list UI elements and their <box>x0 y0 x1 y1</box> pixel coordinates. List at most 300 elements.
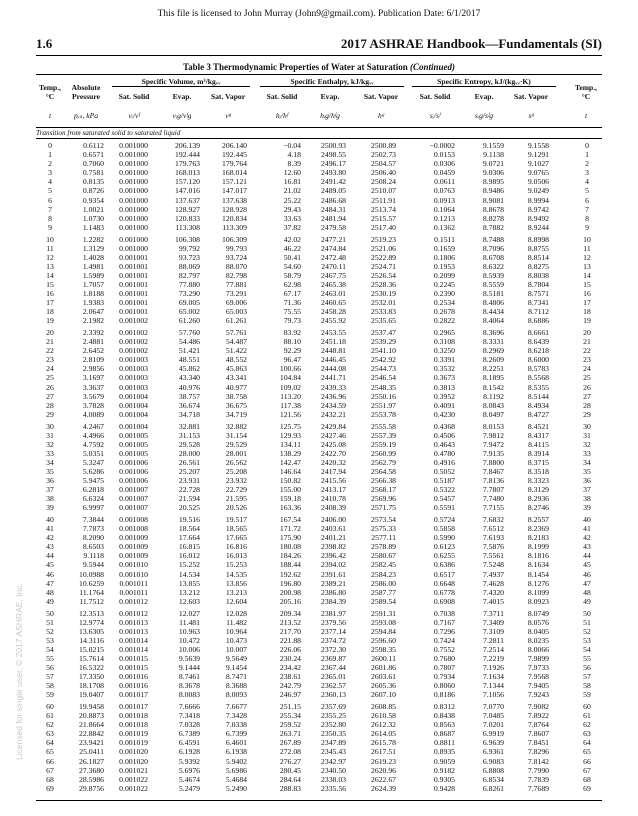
table-cell: 8.6708 <box>482 252 504 262</box>
table-cell: 168.013 <box>175 168 200 178</box>
table-cell: 7.7689 <box>527 783 549 793</box>
table-cell: 2578.89 <box>371 542 396 552</box>
table-cell: 2573.54 <box>371 515 396 524</box>
table-cell: 43.340 <box>178 373 200 383</box>
table-title-text: Table 3 Thermodynamic Properties of Water at Saturation <box>182 62 408 72</box>
table-cell: 5.6976 <box>178 765 200 775</box>
table-cell: 2555.58 <box>371 421 396 431</box>
table-cell: 49 <box>583 596 591 606</box>
table-cell: 7.2219 <box>482 653 504 663</box>
table-cell: 2413.17 <box>321 485 346 495</box>
table-cell: 128.927 <box>175 204 200 214</box>
table-cell: 65.002 <box>178 307 200 317</box>
table-cell: 8.6661 <box>527 328 549 337</box>
table-cell: 8.0066 <box>527 644 549 654</box>
table-cell: 6.4601 <box>225 738 247 748</box>
table-cell: 36 <box>46 476 54 486</box>
table-cell: 7.9135 <box>482 448 504 458</box>
table-row <box>36 364 602 373</box>
table-cell: 3.5679 <box>82 391 104 401</box>
table-cell: 8.2251 <box>482 364 504 374</box>
table-cell: 0.001011 <box>119 587 148 597</box>
table-cell: 0.001003 <box>119 364 148 374</box>
table-cell: 65 <box>46 747 54 757</box>
table-cell: 175.90 <box>279 533 301 543</box>
table-cell: 8.9994 <box>527 195 549 205</box>
table-cell: 35 <box>46 466 54 476</box>
table-cell: 11.482 <box>226 617 247 627</box>
table-row <box>36 196 602 205</box>
col-vol-solid-sym: vᵢ/vᶠ <box>128 111 140 120</box>
table-cell: 48.552 <box>225 355 247 365</box>
table-row <box>36 711 602 720</box>
table-row <box>36 560 602 569</box>
table-cell: 15.0215 <box>79 644 104 654</box>
table-cell: 10.006 <box>178 644 200 654</box>
table-cell: 0.001006 <box>119 476 148 486</box>
table-cell: 7.4015 <box>482 596 504 606</box>
table-cell: 5.4674 <box>178 774 200 784</box>
table-cell: 0.5724 <box>433 515 455 524</box>
table-row <box>36 654 602 663</box>
table-cell: 25.0411 <box>79 747 104 757</box>
table-cell: 0.0763 <box>433 186 455 196</box>
table-cell: 48 <box>583 587 591 597</box>
table-cell: 2420.32 <box>321 457 346 467</box>
table-cell: 6.1938 <box>225 747 247 757</box>
table-cell: 0.7424 <box>433 635 455 645</box>
table-cell: 8.8755 <box>527 243 549 253</box>
table-cell: 57.760 <box>178 328 200 337</box>
table-cell: 33 <box>46 448 54 458</box>
table-cell: 2377.14 <box>321 626 346 636</box>
table-cell: 113.309 <box>222 222 247 232</box>
table-row <box>36 570 602 579</box>
table-cell: 61 <box>46 711 54 721</box>
table-row <box>36 681 602 690</box>
col-temp-right-unit: °C <box>581 92 591 101</box>
col-enth-vapor-sym: hᵍ <box>378 111 384 120</box>
table-cell: 0.0459 <box>433 168 455 178</box>
table-cell: 2.9856 <box>82 364 104 374</box>
table-cell: 42.02 <box>283 234 301 244</box>
table-cell: 7.9812 <box>482 430 504 440</box>
table-cell: 0.8438 <box>433 711 455 721</box>
table-cell: 1.9383 <box>82 298 104 308</box>
table-cell: 2391.61 <box>321 569 346 579</box>
table-cell: 43 <box>583 542 591 552</box>
table-cell: 157.121 <box>222 177 247 187</box>
table-cell: 0.001020 <box>119 747 148 757</box>
table-cell: 120.834 <box>222 213 247 223</box>
table-cell: 79.73 <box>283 316 301 326</box>
row-group <box>36 235 602 326</box>
table-cell: 0.0153 <box>433 150 455 160</box>
table-cell: 0.5591 <box>433 503 455 513</box>
table-cell: 0.001009 <box>119 542 148 552</box>
table-cell: 8.0235 <box>527 635 549 645</box>
license-banner: This file is licensed to John Murray (John9@gmail.com). Publication Date: 6/1/2017 <box>157 9 481 19</box>
table-cell: 2477.21 <box>321 234 346 244</box>
table-cell: 0.3108 <box>433 337 455 347</box>
table-cell: 106.308 <box>175 234 200 244</box>
table-cell: 2553.78 <box>371 409 396 419</box>
table-row <box>36 636 602 645</box>
table-cell: 0.001019 <box>119 729 148 739</box>
table-cell: 62 <box>583 720 591 730</box>
table-cell: 15.252 <box>178 560 200 570</box>
table-cell: 106.309 <box>222 234 247 244</box>
table-cell: 23.9421 <box>79 738 104 748</box>
table-cell: 109.02 <box>279 382 301 392</box>
table-cell: 8.7096 <box>482 243 504 253</box>
table-cell: 2458.28 <box>321 307 346 317</box>
table-cell: 2467.75 <box>321 270 346 280</box>
table-cell: 8.9742 <box>527 204 549 214</box>
table-cell: 0.7934 <box>433 672 455 682</box>
table-cell: 2434.59 <box>321 400 346 410</box>
table-cell: 16 <box>583 289 591 299</box>
table-cell: 9 <box>585 222 589 232</box>
table-cell: 0.4780 <box>433 448 455 458</box>
table-cell: 8.7461 <box>178 672 200 682</box>
table-cell: 0.001015 <box>119 663 148 673</box>
table-row <box>36 720 602 729</box>
table-cell: 7.1634 <box>482 672 504 682</box>
table-cell: 0.0913 <box>433 195 455 205</box>
table-row <box>36 702 602 711</box>
table-cell: 54 <box>583 644 591 654</box>
table-cell: 9 <box>48 222 52 232</box>
table-cell: 2389.21 <box>321 578 346 588</box>
table-row <box>36 307 602 316</box>
table-cell: 0.4643 <box>433 439 455 449</box>
table-cell: 179.763 <box>175 159 200 169</box>
table-cell: 0.001005 <box>119 430 148 440</box>
table-cell: 2617.51 <box>371 747 396 757</box>
table-row <box>36 431 602 440</box>
table-cell: 32 <box>583 439 591 449</box>
table-cell: 58 <box>583 681 591 691</box>
table-cell: 16.816 <box>225 542 247 552</box>
table-cell: 52 <box>46 626 54 636</box>
table-cell: 2539.29 <box>371 337 396 347</box>
table-cell: 7.4937 <box>482 569 504 579</box>
table-cell: 56 <box>583 663 591 673</box>
table-row <box>36 672 602 681</box>
table-cell: 7.7839 <box>527 774 549 784</box>
table-cell: 21.02 <box>283 186 301 196</box>
table-cell: 2551.97 <box>371 400 396 410</box>
table-cell: 196.80 <box>279 578 301 588</box>
table-cell: 8.4317 <box>527 430 549 440</box>
table-cell: 0.8135 <box>82 177 104 187</box>
table-cell: 6.9361 <box>482 747 504 757</box>
table-cell: 23.931 <box>178 476 200 486</box>
table-cell: 21 <box>46 337 54 347</box>
table-cell: 8.0576 <box>527 617 549 627</box>
table-cell: 0.001003 <box>119 355 148 365</box>
table-cell: 18.1708 <box>79 681 104 691</box>
table-cell: 7.7807 <box>482 485 504 495</box>
table-cell: 2577.11 <box>371 533 396 543</box>
table-cell: 7.1344 <box>482 681 504 691</box>
table-cell: 67.17 <box>283 289 301 299</box>
table-cell: 0.7552 <box>433 644 455 654</box>
table-cell: 0.001008 <box>119 515 148 524</box>
table-cell: 13.212 <box>178 587 200 597</box>
table-row <box>36 757 602 766</box>
table-cell: 8.0405 <box>527 626 549 636</box>
group-specific-enthalpy: Specific Enthalpy, kJ/kgᵥᵥ <box>260 77 404 87</box>
table-cell: 44 <box>46 551 54 561</box>
table-cell: 8.2746 <box>527 503 549 513</box>
table-cell: 100.66 <box>279 364 301 374</box>
table-cell: 35 <box>583 466 591 476</box>
table-cell: 7.9568 <box>527 672 549 682</box>
table-cell: 3 <box>585 168 589 178</box>
table-row <box>36 458 602 467</box>
table-cell: 0.3532 <box>433 364 455 374</box>
col-temp-unit: °C <box>45 92 55 101</box>
table-cell: 61.260 <box>178 316 200 326</box>
table-row <box>36 186 602 195</box>
col-pressure-symbol: pₓₛ, kPa <box>73 111 99 120</box>
table-cell: 0.001011 <box>119 578 148 588</box>
table-cell: 21.8664 <box>79 720 104 730</box>
table-cell: 27 <box>583 391 591 401</box>
table-cell: 14 <box>46 270 54 280</box>
table-cell: 8.1099 <box>527 587 549 597</box>
table-cell: 10 <box>583 234 591 244</box>
table-cell: 71.36 <box>283 298 301 308</box>
table-cell: 0.001001 <box>119 279 148 289</box>
table-cell: 10.472 <box>178 635 200 645</box>
table-cell: 8.4434 <box>482 307 504 317</box>
table-cell: 75.55 <box>283 307 301 317</box>
table-cell: 0.001000 <box>119 150 148 160</box>
table-cell: 7.7873 <box>82 524 104 534</box>
table-cell: 6 <box>585 195 589 205</box>
table-cell: 7.8922 <box>527 711 549 721</box>
table-cell: 5.2479 <box>178 783 200 793</box>
table-cell: 16.815 <box>178 542 200 552</box>
table-cell: 0.9182 <box>433 765 455 775</box>
table-cell: 0.001004 <box>119 409 148 419</box>
table-cell: 0.001013 <box>119 617 148 627</box>
table-cell: 2362.57 <box>321 681 346 691</box>
table-cell: 1.0730 <box>82 213 104 223</box>
table-cell: 0.6386 <box>433 560 455 570</box>
table-cell: 12.9774 <box>79 617 104 627</box>
table-cell: 0.001000 <box>119 177 148 187</box>
table-cell: 9.1291 <box>527 150 549 160</box>
table-cell: 8.2557 <box>527 515 549 524</box>
table-cell: 26.561 <box>178 457 200 467</box>
table-cell: 64 <box>583 738 591 748</box>
table-cell: 5.9402 <box>225 756 247 766</box>
table-cell: 0.001002 <box>119 337 148 347</box>
table-cell: 8.5144 <box>527 391 549 401</box>
table-cell: 19 <box>583 316 591 326</box>
table-cell: 8.1634 <box>527 560 549 570</box>
table-cell: 2417.94 <box>321 466 346 476</box>
row-group <box>36 609 602 700</box>
table-cell: 14.535 <box>225 569 247 579</box>
table-cell: 6 <box>48 195 52 205</box>
table-cell: 2500.93 <box>321 141 346 150</box>
table-cell: 10.0988 <box>79 569 104 579</box>
table-cell: 42 <box>583 533 591 543</box>
table-cell: 0.4506 <box>433 430 455 440</box>
table-cell: 13.6305 <box>79 626 104 636</box>
table-cell: 2594.84 <box>371 626 396 636</box>
table-cell: 0.2965 <box>433 328 455 337</box>
table-cell: 38 <box>46 494 54 504</box>
table-cell: 2610.58 <box>371 711 396 721</box>
table-cell: 2422.70 <box>321 448 346 458</box>
table-cell: 2560.99 <box>371 448 396 458</box>
table-cell: 27 <box>46 391 54 401</box>
table-cell: 2355.25 <box>321 711 346 721</box>
table-cell: 2605.36 <box>371 681 396 691</box>
table-cell: 20.525 <box>178 503 200 513</box>
table-cell: 17 <box>46 298 54 308</box>
table-cell: 28.5986 <box>79 774 104 784</box>
table-cell: 1.8188 <box>82 289 104 299</box>
table-cell: 37.82 <box>283 222 301 232</box>
table-cell: 2463.01 <box>321 289 346 299</box>
table-cell: 55 <box>583 653 591 663</box>
table-cell: 192.62 <box>279 569 301 579</box>
table-cell: 2582.45 <box>371 560 396 570</box>
table-cell: 0.001010 <box>119 569 148 579</box>
table-cell: 39 <box>583 503 591 513</box>
table-cell: 6.8534 <box>482 774 504 784</box>
table-cell: 113.20 <box>280 391 301 401</box>
table-cell: 8.6503 <box>82 542 104 552</box>
table-cell: 267.89 <box>279 738 301 748</box>
group-specific-entropy: Specific Entropy, kJ/(kgᵥᵥ·K) <box>412 77 556 87</box>
table-cell: 9.5944 <box>82 560 104 570</box>
table-cell: 0.1064 <box>433 204 455 214</box>
table-cell: 8.0749 <box>527 608 549 618</box>
table-cell: 31 <box>583 430 591 440</box>
table-cell: 2493.80 <box>321 168 346 178</box>
table-cell: 8.1276 <box>527 578 549 588</box>
table-cell: 8.2969 <box>482 346 504 356</box>
table-cell: 25.208 <box>225 466 247 476</box>
table-cell: 0.1806 <box>433 252 455 262</box>
table-cell: 59 <box>583 690 591 700</box>
table-cell: 288.83 <box>279 783 301 793</box>
table-cell: 16.5322 <box>79 663 104 673</box>
table-cell: 2401.21 <box>321 533 346 543</box>
table-cell: 7.5561 <box>482 551 504 561</box>
table-cell: 2365.01 <box>321 672 346 682</box>
col-vol-vapor-sym: vᵍ <box>225 111 231 120</box>
table-cell: 88.070 <box>225 261 247 271</box>
table-cell: 2345.43 <box>321 747 346 757</box>
table-cell: 2369.87 <box>321 653 346 663</box>
table-cell: 0.001003 <box>119 373 148 383</box>
table-cell: 2439.33 <box>321 382 346 392</box>
group-specific-volume: Specific Volume, m³/kgᵥᵥ <box>112 77 250 87</box>
table-cell: 8.4806 <box>482 298 504 308</box>
table-cell: 46 <box>46 569 54 579</box>
table-cell: 8.7488 <box>482 234 504 244</box>
table-cell: 0.8687 <box>433 729 455 739</box>
table-cell: 0.001000 <box>119 222 148 232</box>
table-cell: 6.9083 <box>482 756 504 766</box>
table-cell: 8.4064 <box>482 316 504 326</box>
table-cell: 2379.56 <box>321 617 346 627</box>
table-cell: 7.8451 <box>527 738 549 748</box>
table-cell: 2360.13 <box>321 690 346 700</box>
table-cell: 8.8038 <box>527 270 549 280</box>
table-cell: 8.8998 <box>527 234 549 244</box>
table-cell: 2548.35 <box>371 382 396 392</box>
table-cell: 83.92 <box>283 328 301 337</box>
table-cell: 12.60 <box>283 168 301 178</box>
table-cell: 4 <box>48 177 52 187</box>
table-cell: 242.79 <box>279 681 301 691</box>
table-cell: 41 <box>583 524 591 534</box>
table-row <box>36 410 602 419</box>
table-cell: 40.976 <box>178 382 200 392</box>
table-cell: 2448.81 <box>321 346 346 356</box>
table-cell: 0.9305 <box>433 774 455 784</box>
col-vol-evap-sym: vᵢg/vᶠg <box>172 111 192 120</box>
table-cell: 7 <box>585 204 589 214</box>
table-bottom-rule <box>36 800 602 801</box>
table-cell: 6.4591 <box>178 738 200 748</box>
table-cell: 0.1362 <box>433 222 455 232</box>
table-cell: 5.3247 <box>82 457 104 467</box>
table-cell: 0.001002 <box>119 316 148 326</box>
table-cell: 61 <box>583 711 591 721</box>
table-cell: 0.5187 <box>433 476 455 486</box>
table-cell: 280.45 <box>279 765 301 775</box>
table-cell: 8.0093 <box>225 690 247 700</box>
table-cell: 0.8811 <box>434 738 455 748</box>
table-cell: 2524.71 <box>371 261 396 271</box>
table-cell: 18 <box>583 307 591 317</box>
table-cell: 168.014 <box>222 168 247 178</box>
table-cell: 0.6778 <box>433 587 455 597</box>
table-cell: 40 <box>46 515 54 524</box>
table-cell: 138.29 <box>279 448 301 458</box>
table-cell: 50 <box>46 608 54 618</box>
table-cell: 0.6112 <box>83 141 104 150</box>
table-cell: 7.9082 <box>527 702 549 711</box>
table-cell: 7.9405 <box>527 681 549 691</box>
table-cell: 2624.39 <box>371 783 396 793</box>
table-cell: 7.0770 <box>482 702 504 711</box>
table-cell: 18.565 <box>225 524 247 534</box>
table-cell: 41 <box>46 524 54 534</box>
table-cell: 0.4916 <box>433 457 455 467</box>
table-row <box>36 524 602 533</box>
table-cell: 2396.42 <box>321 551 346 561</box>
table-cell: 54.486 <box>178 337 200 347</box>
table-cell: 2593.08 <box>371 617 396 627</box>
table-cell: 2504.57 <box>371 159 396 169</box>
table-cell: 2451.18 <box>321 337 346 347</box>
table-cell: 28 <box>46 400 54 410</box>
table-cell: 1.4981 <box>82 261 104 271</box>
table-cell: 0.001002 <box>119 328 148 337</box>
